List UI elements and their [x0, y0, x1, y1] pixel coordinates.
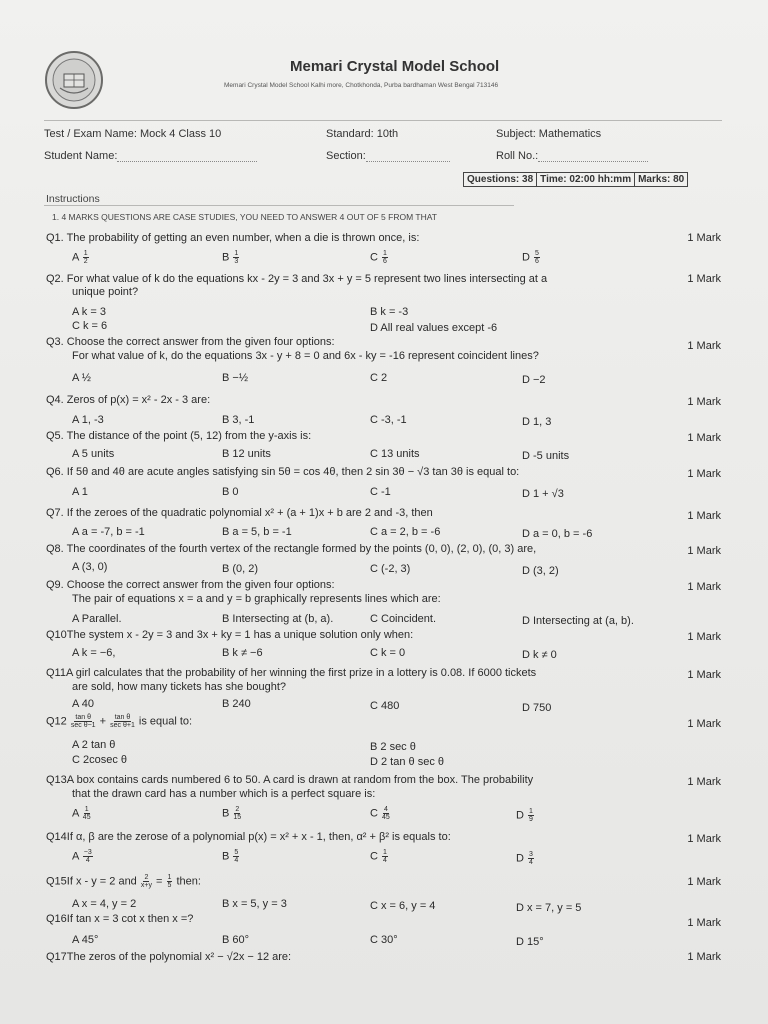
total-marks: Marks: 80 [634, 172, 688, 187]
option-d[interactable]: D Intersecting at (a, b). [522, 615, 634, 627]
school-name: Memari Crystal Model School [290, 58, 500, 75]
option-d[interactable]: D 1, 3 [522, 416, 552, 428]
questions-count: Questions: 38 [463, 172, 537, 187]
option-c[interactable]: C -3, -1 [370, 414, 407, 426]
roll-no-field[interactable] [496, 150, 648, 162]
question-6-mark: 1 Mark [687, 468, 721, 480]
question-6: Q6. If 5θ and 4θ are acute angles satisfying sin 5θ = cos 4θ, then 2 sin 3θ − √3 tan 3θ is equal to: [46, 466, 520, 478]
option-a[interactable]: A a = -7, b = -1 [72, 526, 145, 538]
question-17-mark: 1 Mark [687, 951, 721, 963]
question-11-cont: are sold, how many tickets has she bought? [72, 681, 287, 693]
option-c[interactable]: C (-2, 3) [370, 563, 411, 575]
question-10: Q10The system x - 2y = 3 and 3x + ky = 1 has a unique solution only when: [46, 629, 414, 641]
option-d[interactable]: D 15° [516, 936, 544, 948]
option-b[interactable]: B Intersecting at (b, a). [222, 613, 334, 625]
question-14-mark: 1 Mark [687, 833, 721, 845]
option-b[interactable]: B 240 [222, 698, 251, 710]
option-c[interactable]: C a = 2, b = -6 [370, 526, 441, 538]
question-9: Q9. Choose the correct answer from the given four options: [46, 579, 335, 591]
option-c[interactable]: C 13 units [370, 448, 420, 460]
question-12: Q12 $\frac{\text{tan θ}}{\text{sec θ−1}}$ + $\frac{\text{tan θ}}{\text{sec θ+1}}$ is equal to: [46, 714, 193, 729]
option-a[interactable]: A 1, -3 [72, 414, 104, 426]
question-15-mark: 1 Mark [687, 876, 721, 888]
question-3-cont: For what value of k, do the equations 3x - y + 8 = 0 and 6x - ky = -16 represent coincident lines? [72, 350, 539, 362]
option-a[interactable]: A k = −6, [72, 647, 116, 659]
option-c[interactable]: C 2 [370, 372, 388, 384]
option-d[interactable]: D x = 7, y = 5 [516, 902, 582, 914]
option-d[interactable]: D a = 0, b = -6 [522, 528, 593, 540]
option-c[interactable]: C $\frac{1}{4}$ [370, 849, 387, 864]
option-d[interactable]: D All real values except -6 [370, 322, 498, 334]
option-b[interactable]: B k ≠ −6 [222, 647, 263, 659]
option-b[interactable]: B (0, 2) [222, 563, 259, 575]
option-c[interactable]: C Coincident. [370, 613, 437, 625]
question-11: Q11A girl calculates that the probability of her winning the first prize in a lottery is 0.08. If 6000 tickets [46, 667, 537, 679]
option-c[interactable]: C 480 [370, 700, 400, 712]
option-a[interactable]: A $\frac{-3}{4}$ [72, 849, 92, 864]
option-a[interactable]: A k = 3 [72, 306, 106, 318]
section-field[interactable] [326, 150, 450, 162]
roll-no-label: Roll No.: [496, 150, 539, 162]
question-9-mark: 1 Mark [687, 581, 721, 593]
question-8: Q8. The coordinates of the fourth vertex of the rectangle formed by the points (0, 0), (2, 0), (0, 3) are, [46, 543, 537, 555]
option-a[interactable]: A 2 tan θ [72, 739, 116, 751]
instructions-title: Instructions [46, 193, 100, 205]
question-3: Q3. Choose the correct answer from the given four options: [46, 336, 335, 348]
question-9-cont: The pair of equations x = a and y = b graphically represents lines which are: [72, 593, 441, 605]
option-b[interactable]: B a = 5, b = -1 [222, 526, 292, 538]
header-divider [44, 120, 722, 121]
option-a[interactable]: A 40 [72, 698, 95, 710]
option-c[interactable]: C x = 6, y = 4 [370, 900, 436, 912]
question-7: Q7. If the zeroes of the quadratic polynomial x² + (a + 1)x + b are 2 and -3, then [46, 507, 433, 519]
question-13: Q13A box contains cards numbered 6 to 50. A card is drawn at random from the box. The probability [46, 774, 534, 786]
question-15: Q15If x - y = 2 and $\frac{2}{x+y}$ = $\frac{1}{5}$ then: [46, 874, 201, 889]
subject: Subject: Mathematics [496, 128, 602, 140]
option-a[interactable]: A $\frac{1}{2}$ [72, 250, 88, 265]
question-1-mark: 1 Mark [687, 232, 721, 244]
question-7-mark: 1 Mark [687, 510, 721, 522]
time-allowed: Time: 02:00 hh:mm [536, 172, 635, 187]
option-b[interactable]: B k = -3 [370, 306, 409, 318]
student-name-field[interactable] [44, 150, 257, 162]
option-c[interactable]: C $\frac{1}{6}$ [370, 250, 387, 265]
option-b[interactable]: B 3, -1 [222, 414, 255, 426]
question-12-mark: 1 Mark [687, 718, 721, 730]
option-a[interactable]: A x = 4, y = 2 [72, 898, 137, 910]
question-5-mark: 1 Mark [687, 432, 721, 444]
option-a[interactable]: A 5 units [72, 448, 115, 460]
question-8-mark: 1 Mark [687, 545, 721, 557]
question-1: Q1. The probability of getting an even number, when a die is thrown once, is: [46, 232, 420, 244]
option-b[interactable]: B 2 sec θ [370, 741, 416, 753]
question-4-mark: 1 Mark [687, 396, 721, 408]
option-d[interactable]: D −2 [522, 374, 546, 386]
option-b[interactable]: B $\frac{5}{4}$ [222, 849, 239, 864]
option-b[interactable]: B x = 5, y = 3 [222, 898, 287, 910]
question-13-cont: that the drawn card has a number which is a perfect square is: [72, 788, 376, 800]
school-logo [44, 50, 104, 110]
question-16-mark: 1 Mark [687, 917, 721, 929]
school-address: Memari Crystal Model School Kalhi more, Chotkhonda, Purba bardhaman West Bengal 713146 [224, 82, 499, 89]
option-d[interactable]: D $\frac{5}{6}$ [522, 250, 539, 265]
question-4: Q4. Zeros of p(x) = x² - 2x - 3 are: [46, 394, 211, 406]
question-3-mark: 1 Mark [687, 340, 721, 352]
option-d[interactable]: D (3, 2) [522, 565, 559, 577]
question-2-cont: unique point? [72, 286, 139, 298]
question-10-mark: 1 Mark [687, 631, 721, 643]
instructions-divider [44, 205, 514, 206]
option-d[interactable]: D $\frac{3}{4}$ [516, 851, 533, 866]
option-d[interactable]: D 1 + √3 [522, 488, 564, 500]
option-a[interactable]: A (3, 0) [72, 561, 108, 573]
question-11-mark: 1 Mark [687, 669, 721, 681]
option-b[interactable]: B −½ [222, 372, 248, 384]
question-2: Q2. For what value of k do the equations kx - 2y = 3 and 3x + y = 5 represent two lines intersecting at a [46, 273, 548, 285]
exam-info-boxes [464, 172, 688, 187]
option-d[interactable]: D 2 tan θ sec θ [370, 756, 444, 768]
option-c[interactable]: C 2cosec θ [72, 754, 128, 766]
option-b[interactable]: B $\frac{2}{15}$ [222, 806, 242, 821]
option-b[interactable]: B 0 [222, 486, 239, 498]
option-c[interactable]: C $\frac{4}{45}$ [370, 806, 390, 821]
student-name-label: Student Name: [44, 150, 118, 162]
option-d[interactable]: D $\frac{1}{9}$ [516, 808, 533, 823]
option-c[interactable]: C k = 6 [72, 320, 108, 332]
option-b[interactable]: B $\frac{1}{3}$ [222, 250, 239, 265]
question-17: Q17The zeros of the polynomial x² − √2x − 12 are: [46, 951, 292, 963]
option-b[interactable]: B 12 units [222, 448, 271, 460]
instruction-item: 1. 4 MARKS QUESTIONS ARE CASE STUDIES, YOU NEED TO ANSWER 4 OUT OF 5 FROM THAT [52, 212, 437, 222]
option-b[interactable]: B 60° [222, 934, 250, 946]
question-13-mark: 1 Mark [687, 776, 721, 788]
option-c[interactable]: C 30° [370, 934, 398, 946]
option-a[interactable]: A 1 [72, 486, 88, 498]
question-2-mark: 1 Mark [687, 273, 721, 285]
option-c[interactable]: C -1 [370, 486, 391, 498]
option-a[interactable]: A ½ [72, 372, 91, 384]
question-16: Q16If tan x = 3 cot x then x =? [46, 913, 194, 925]
option-a[interactable]: A 45° [72, 934, 99, 946]
option-a[interactable]: A Parallel. [72, 613, 122, 625]
question-5: Q5. The distance of the point (5, 12) from the y-axis is: [46, 430, 312, 442]
section-label: Section: [326, 150, 366, 162]
question-14: Q14If α, β are the zerose of a polynomial p(x) = x² + x - 1, then, α² + β² is equals to: [46, 831, 451, 843]
option-c[interactable]: C k = 0 [370, 647, 406, 659]
option-d[interactable]: D 750 [522, 702, 552, 714]
option-a[interactable]: A $\frac{1}{45}$ [72, 806, 91, 821]
option-d[interactable]: D -5 units [522, 450, 570, 462]
standard: Standard: 10th [326, 128, 399, 140]
test-name: Test / Exam Name: Mock 4 Class 10 [44, 128, 222, 140]
option-d[interactable]: D k ≠ 0 [522, 649, 557, 661]
